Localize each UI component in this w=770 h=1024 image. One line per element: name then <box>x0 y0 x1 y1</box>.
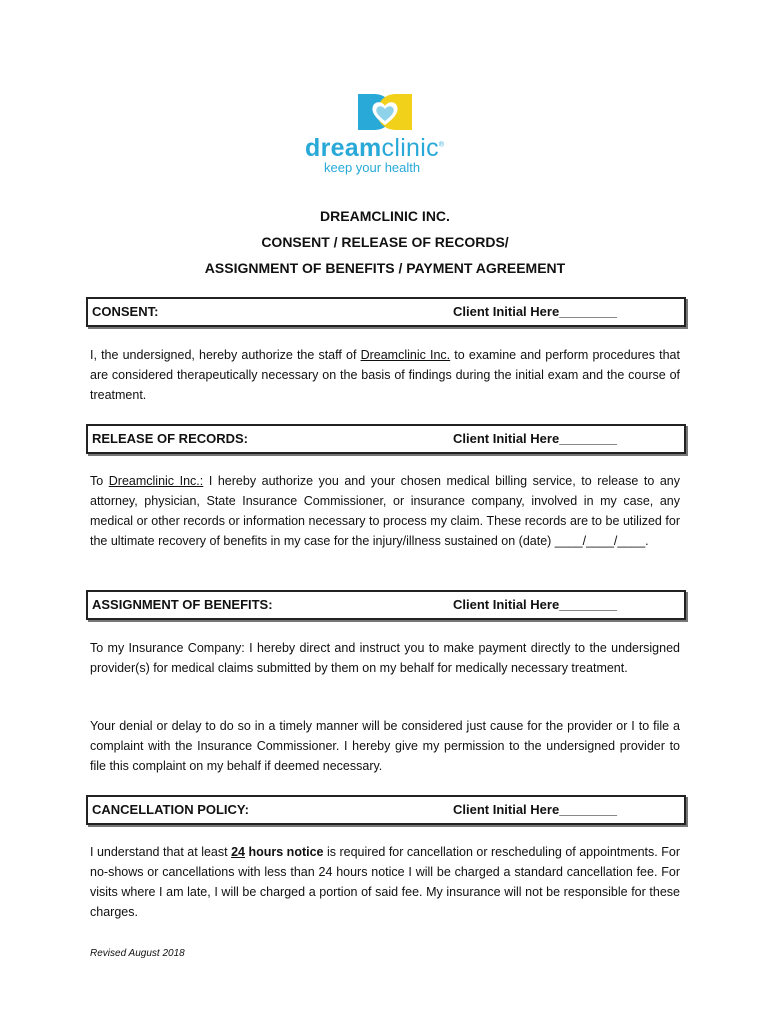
release-text-post: I hereby authorize you and your chosen medical billing service, to release to any attorney, physician, State Insurance Commissioner, or insurance company, involved in my case, any medical or other records or information necessary to process my claim. These records are to be utilized for the ultimate recovery of benefits in my case for the injury/illness sustained on (date) ____/____/____. <box>90 474 680 548</box>
heart-logo-icon <box>358 94 412 130</box>
consent-text-post: to examine and perform procedures that are considered therapeutically necessary on the basis of findings during the initial exam and the course of treatment. <box>90 348 680 402</box>
assignment-section-header <box>86 590 686 620</box>
dreamclinic-logo <box>300 94 470 178</box>
release-company-link: Dreamclinic Inc.: <box>108 474 204 488</box>
consent-heading: CONSENT: <box>92 304 159 319</box>
assignment-initial-field[interactable]: Client Initial Here________ <box>453 597 618 612</box>
cancellation-section-header <box>86 795 686 825</box>
assignment-text-1: To my Insurance Company: I hereby direct and instruct you to make payment directly to the undersigned provider(s) for medical claims submitted by them on my behalf for medically necessary treatment. <box>90 641 680 675</box>
brand-name-light: clinic <box>381 134 439 162</box>
consent-section-header <box>86 297 686 327</box>
brand-name <box>305 134 444 163</box>
brand-name-bold: dream <box>305 134 382 162</box>
cancellation-text <box>90 842 680 922</box>
release-initial-field[interactable]: Client Initial Here________ <box>453 431 618 446</box>
release-section-header <box>86 424 686 454</box>
consent-initial-field[interactable]: Client Initial Here________ <box>453 304 618 319</box>
title-company: DREAMCLINIC INC. <box>320 208 450 224</box>
cancellation-hours-notice: hours notice <box>245 845 324 859</box>
registered-mark: ® <box>438 141 445 149</box>
title-consent-release: CONSENT / RELEASE OF RECORDS/ <box>261 234 509 250</box>
release-text-pre: To <box>90 474 109 488</box>
consent-text <box>90 345 680 405</box>
revision-footer: Revised August 2018 <box>90 948 185 959</box>
title-assignment-payment: ASSIGNMENT OF BENEFITS / PAYMENT AGREEMENT <box>204 260 566 276</box>
release-heading: RELEASE OF RECORDS: <box>92 431 249 446</box>
consent-company-link: Dreamclinic Inc. <box>360 348 451 362</box>
assignment-text-2: Your denial or delay to do so in a timely manner will be considered just cause for the provider or I to file a complaint with the Insurance Commissioner. I hereby give my permission to the undersigned provider to file this complaint on my behalf if deemed necessary. <box>90 719 680 773</box>
cancellation-text-pre: I understand that at least <box>90 845 232 859</box>
assignment-heading: ASSIGNMENT OF BENEFITS: <box>92 597 273 612</box>
brand-tagline: keep your health <box>324 160 421 175</box>
cancellation-heading: CANCELLATION POLICY: <box>92 802 249 817</box>
release-text <box>90 471 680 551</box>
cancellation-initial-field[interactable]: Client Initial Here________ <box>453 802 618 817</box>
cancellation-text-post: is required for cancellation or rescheduling of appointments. For no-shows or cancellations with less than 24 hours notice I will be charged a standard cancellation fee. For visits where I am late, I will be charged a portion of said fee. My insurance will not be responsible for these charges. <box>90 845 680 919</box>
document-titles <box>0 203 770 281</box>
cancellation-hours-number: 24 <box>231 845 245 859</box>
consent-text-pre: I, the undersigned, hereby authorize the staff of <box>90 348 361 362</box>
